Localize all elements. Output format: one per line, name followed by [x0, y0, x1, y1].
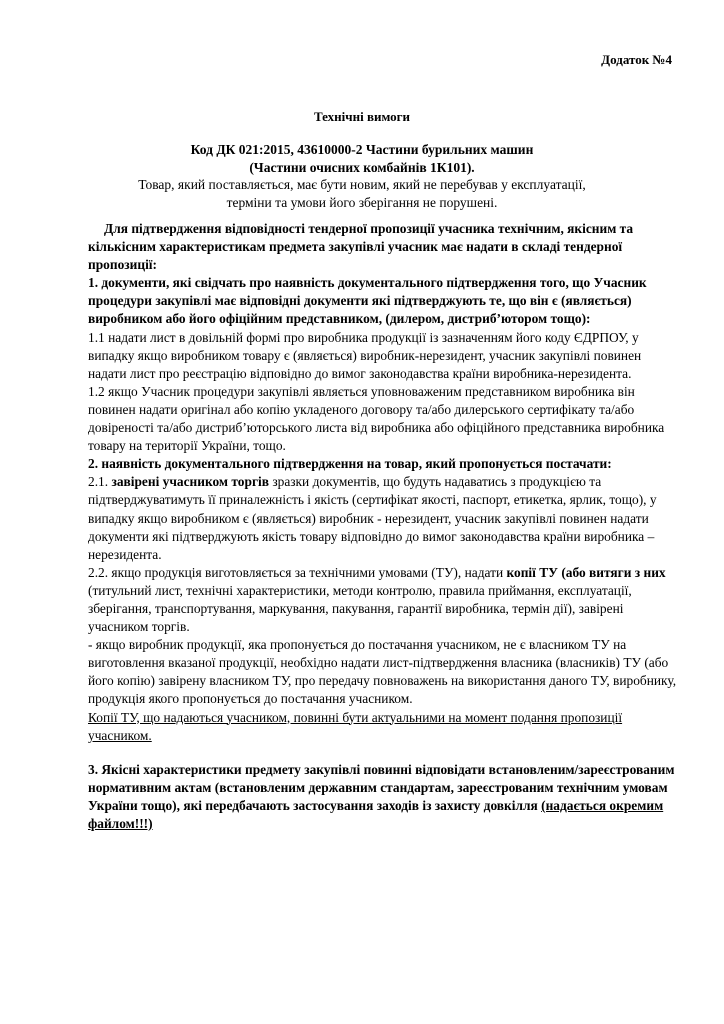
section-2-1: [88, 473, 678, 563]
goods-condition-note-line-2: терміни та умови його зберігання не порушені.: [226, 195, 498, 210]
document-title: Технічні вимоги: [313, 109, 411, 124]
section-2-2-bold: копії ТУ (або витяги з них: [506, 564, 666, 580]
section-3-separate-file-note: (надається окремим файлом!!!): [88, 797, 664, 831]
section-2-1-text: зразки документів, що будуть надаватись з продукцією та підтверджуватимуть її приналежність і якість (сертифікат якості, паспорт, етикетка, ярлик, тощо), у випадку якщо виробником є (являється) виробник - нерезидент, учасник закупівлі повинен надати документи які підтверджують якість товару відповідно до вимог законодавства країни виробника – нерезидента.: [88, 474, 657, 562]
requirements-body: [88, 220, 678, 833]
section-gap: [88, 745, 678, 761]
section-1-2: 1.2 якщо Учасник процедури закупівлі являється уповноваженим представником виробника він повинен надати оригінал або копію укладеного договору та/або дилерського сертифікату та/або довіреності та/або дистриб’юторського листа від виробника або офіційного представника виробника товару на території України, тощо.: [88, 383, 665, 454]
section-2-1-bold: завірені учасником торгів: [111, 474, 269, 490]
goods-condition-note: [0, 176, 724, 212]
intro-paragraph: Для підтвердження відповідності тендерної пропозиції учасника технічним, якісним та кількісним характеристикам предмета закупівлі учасник має надати в складі тендерної пропозиції:: [88, 221, 634, 273]
procurement-code-line-2: (Частини очисних комбайнів 1К101).: [249, 160, 475, 175]
section-2-1-prefix: 2.1.: [88, 474, 112, 490]
section-2-2: [88, 564, 678, 636]
section-2-underlined-note: Копії ТУ, що надаються учасником, повинні бути актуальними на момент подання пропозиції учасником.: [88, 709, 623, 743]
section-3-text: 3. Якісні характеристики предмету закупівлі повинні відповідати встановленим/зареєстрованим нормативним актам (встановленим державним стандартам, зареєстрованим технічним умовам України тощо), які передбачають застосування заходів із захисту довкілля: [88, 761, 675, 813]
goods-condition-note-line-1: Товар, який поставляється, має бути новим, який не перебував у експлуатації,: [138, 177, 586, 192]
section-1-heading: 1. документи, які свідчать про наявність документального підтвердження того, що Учасник процедури закупівлі має відповідні документи які підтверджують те, що він є (являється) виробником або його офіційним представником, (дилером, дистриб’ютором тощо):: [88, 275, 647, 327]
annex-label: Додаток №4: [601, 52, 672, 67]
section-1-1: 1.1 надати лист в довільній формі про виробника продукції із зазначенням його коду ЄДРПОУ, у випадку якщо виробником товару є (являється) виробник-нерезидент, учасник закупівлі повинен надати лист про реєстрацію відповідно до вимог законодавства країни виробника-нерезидента.: [88, 329, 642, 381]
procurement-code-line-1: Код ДК 021:2015, 43610000-2 Частини бурильних машин: [190, 142, 534, 157]
section-2-2-prefix: 2.2. якщо продукція виготовляється за технічними умовами (ТУ), надати: [88, 564, 507, 580]
section-2-heading: 2. наявність документального підтвердження на товар, який пропонується постачати:: [88, 456, 612, 472]
section-2-2-text: (титульний лист, технічні характеристики, методи контролю, правила приймання, експлуатації, зберігання, транспортування, маркування, пакування, гарантії виробника, термін дії), завірені учасником торгів.: [88, 582, 632, 635]
section-2-3: - якщо виробник продукції, яка пропонується до постачання учасником, не є власником ТУ на виготовлення вказаної продукції, необхідно надати лист-підтвердження власника (власників) ТУ (або його копію) завірену власником ТУ, про передачу повноважень на використання даного ТУ, виробнику, продукція якого пропонується до постачання учасником.: [88, 637, 677, 707]
section-3: [88, 761, 678, 833]
procurement-code: [0, 141, 724, 177]
